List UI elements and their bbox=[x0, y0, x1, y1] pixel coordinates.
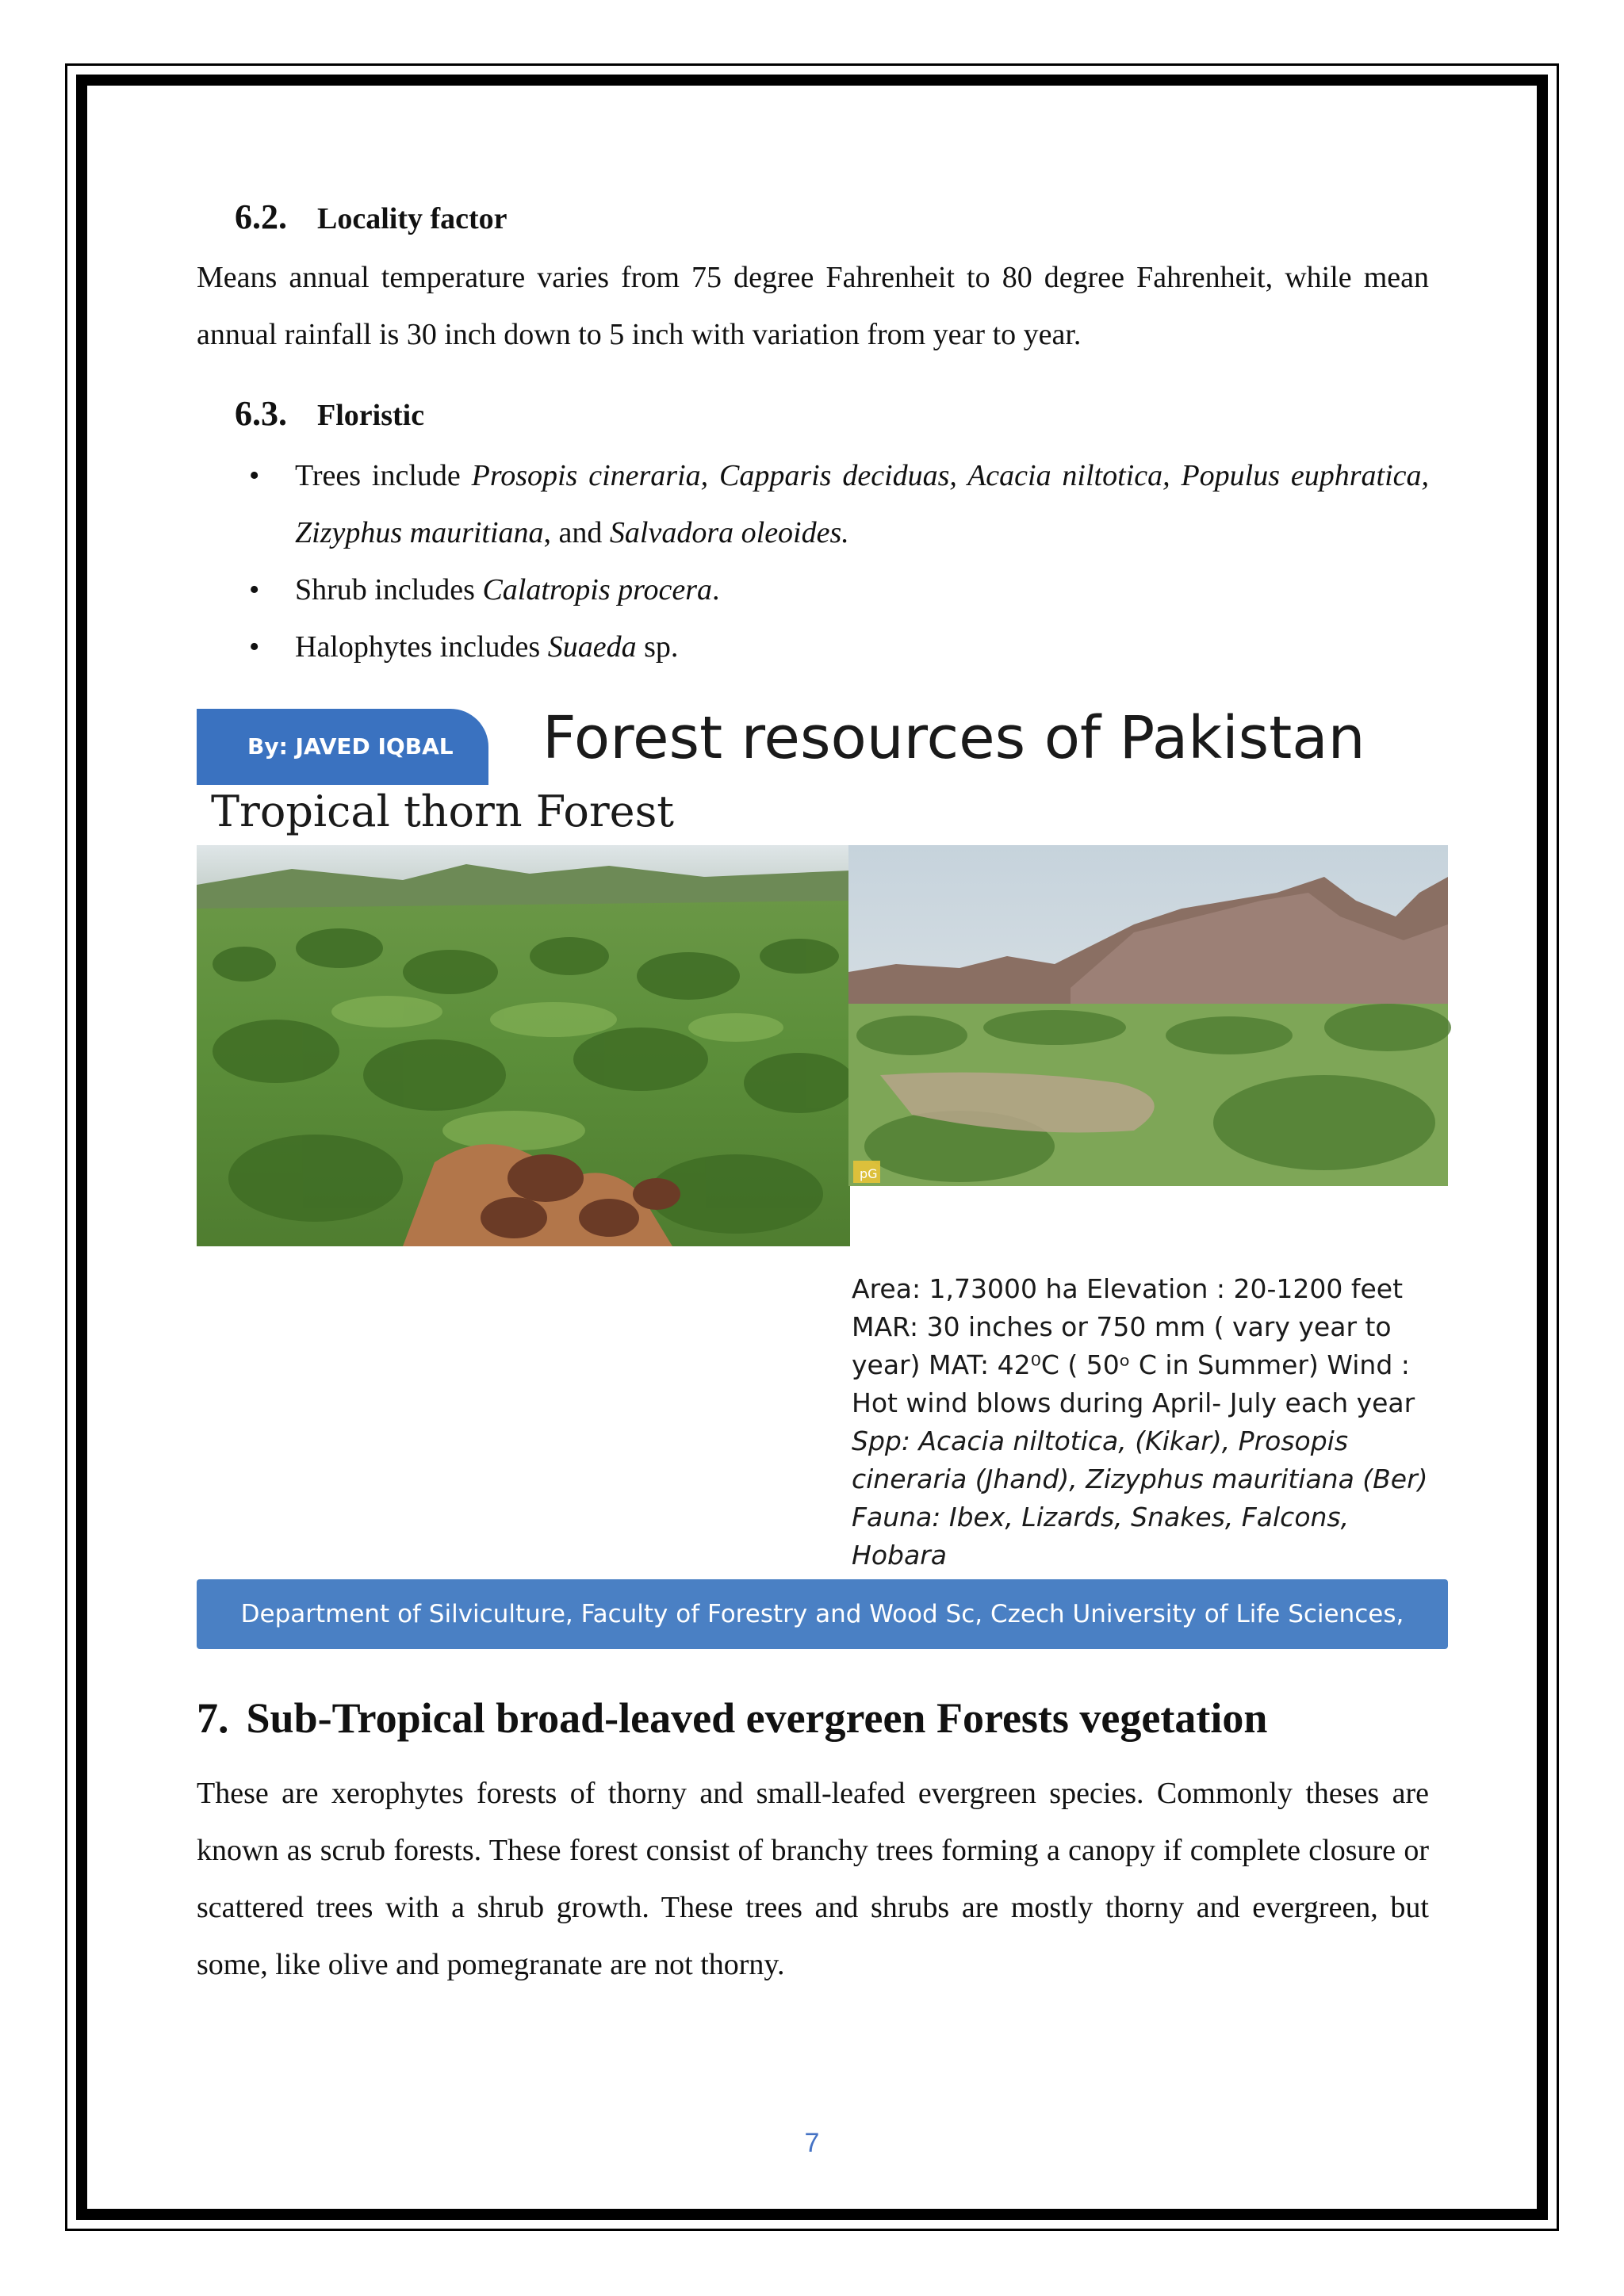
bullet: • bbox=[249, 459, 260, 492]
thorn-forest-photo-right bbox=[848, 845, 1448, 1186]
list-item bbox=[197, 618, 1429, 675]
info-line: Spp: Acacia niltotica, (Kikar), Prosopis bbox=[852, 1425, 1349, 1456]
slide-title: Forest resources of Pakistan bbox=[542, 704, 1365, 772]
slide-figure bbox=[197, 704, 1448, 1698]
section-6-2-heading bbox=[235, 197, 508, 237]
section-title: Locality factor bbox=[317, 202, 508, 235]
page-number: 7 bbox=[804, 2128, 820, 2158]
species-names: Calatropis procera bbox=[482, 573, 713, 607]
info-line: Hot wind blows during April- July each year bbox=[852, 1387, 1415, 1418]
section-7-body bbox=[197, 1765, 1429, 1993]
section-title: Floristic bbox=[317, 399, 425, 432]
item-text: Trees include bbox=[295, 459, 472, 492]
list-item bbox=[197, 561, 1429, 618]
info-line: cineraria (Jhand), Zizyphus mauritiana (Ber) bbox=[852, 1464, 1428, 1494]
paragraph: These are xerophytes forests of thorny and small-leafed evergreen species. Commonly theses are known as scrub forests. These forest consist of branchy trees forming a canopy if complete closure or scattered trees with a shrub growth. These trees and shrubs are mostly thorny and evergreen, but some, like olive and pomegranate are not thorny. bbox=[197, 1777, 1429, 1981]
info-line: year) MAT: 42⁰C ( 50ᵒ C in Summer) Wind : bbox=[852, 1349, 1410, 1380]
svg-text:pG: pG bbox=[860, 1166, 878, 1181]
slide-info-block bbox=[852, 1270, 1438, 1613]
section-title: Sub-Tropical broad-leaved evergreen Forests vegetation bbox=[246, 1694, 1268, 1742]
section-number: 7. bbox=[197, 1694, 229, 1742]
item-text: , and bbox=[543, 516, 610, 549]
item-text: . bbox=[712, 573, 720, 607]
section-7-heading bbox=[197, 1693, 1267, 1743]
species-names: Salvadora oleoides. bbox=[609, 516, 849, 549]
floristic-list bbox=[197, 447, 1429, 675]
author-badge: By: JAVED IQBAL bbox=[197, 709, 488, 785]
list-item bbox=[197, 447, 1429, 561]
bullet: • bbox=[249, 573, 260, 607]
item-text: Shrub includes bbox=[295, 573, 483, 607]
slide-footer: Department of Silviculture, Faculty of Forestry and Wood Sc, Czech University of Life Sciences, Prague bbox=[197, 1579, 1448, 1649]
section-number: 6.2. bbox=[235, 197, 287, 236]
section-6-2-body bbox=[197, 249, 1429, 363]
info-line: MAR: 30 inches or 750 mm ( vary year to bbox=[852, 1311, 1392, 1342]
section-number: 6.3. bbox=[235, 394, 287, 433]
thorn-forest-photo-left bbox=[197, 845, 850, 1246]
info-line: Area: 1,73000 ha Elevation : 20-1200 feet bbox=[852, 1273, 1404, 1304]
bullet: • bbox=[249, 630, 260, 664]
item-text: Halophytes includes bbox=[295, 630, 548, 664]
species-names: Prosopis cineraria, Capparis deciduas, Acacia niltotica, Populus euphratica, Zizyphus mauritiana bbox=[295, 459, 1429, 549]
section-6-3-heading bbox=[235, 393, 424, 434]
item-text: sp. bbox=[636, 630, 679, 664]
paragraph: Means annual temperature varies from 75 degree Fahrenheit to 80 degree Fahrenheit, while mean annual rainfall is 30 inch down to 5 inch with variation from year to year. bbox=[197, 261, 1429, 351]
slide-subtitle: Tropical thorn Forest bbox=[211, 786, 675, 836]
species-names: Suaeda bbox=[547, 630, 637, 664]
pg-watermark-icon bbox=[852, 1158, 883, 1186]
info-line: Fauna: Ibex, Lizards, Snakes, Falcons, Hobara bbox=[852, 1502, 1350, 1571]
